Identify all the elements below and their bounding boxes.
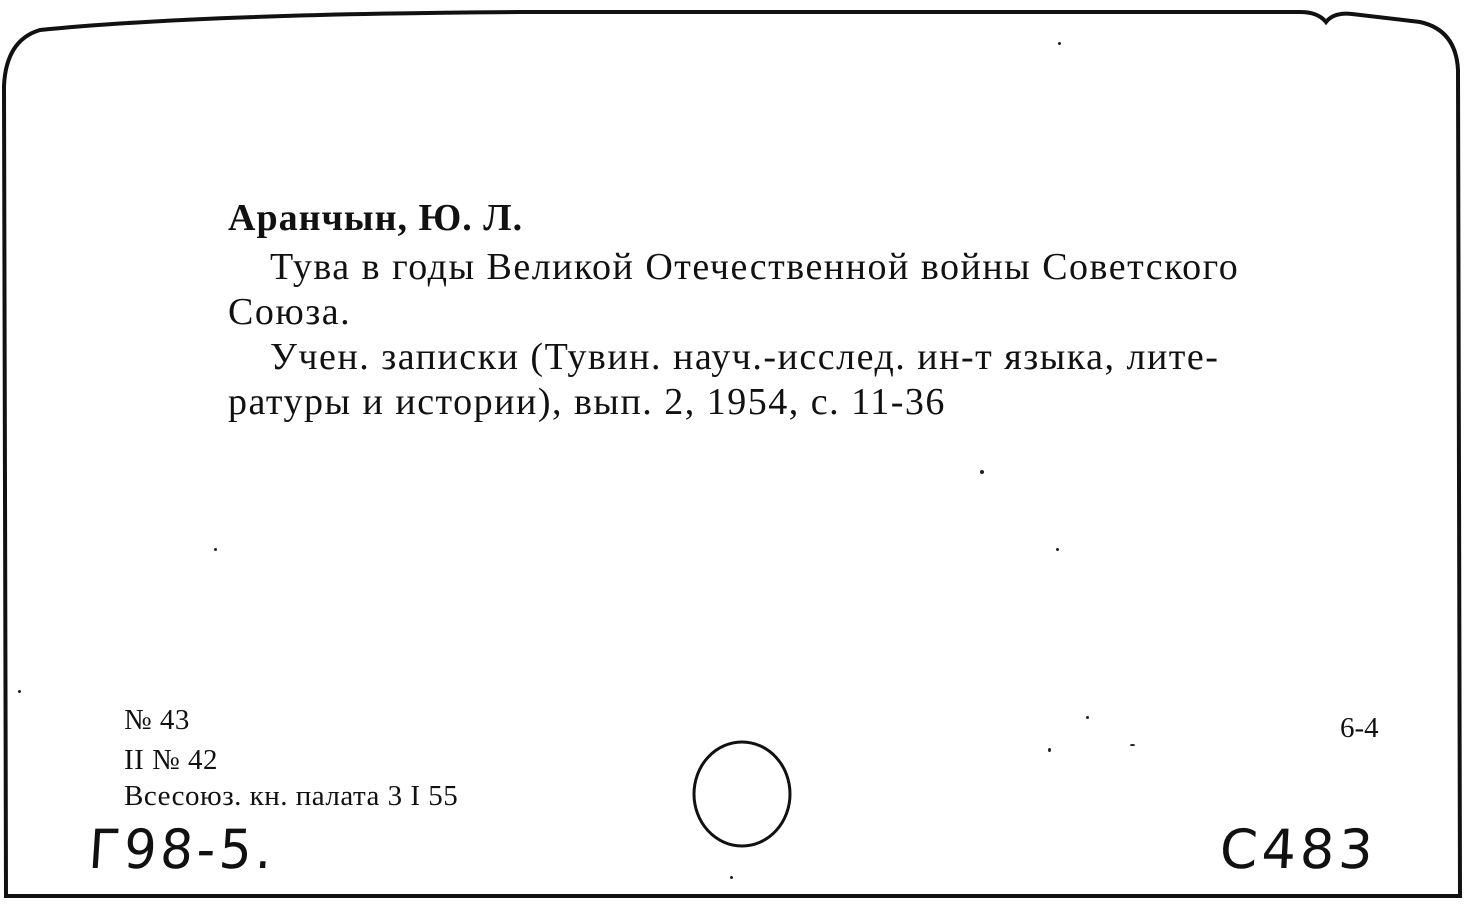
imprint-series-number: II № 42 [124, 744, 218, 776]
classification-code: 6-4 [1340, 712, 1379, 744]
source-line-2: ратуры и истории), вып. 2, 1954, с. 11-36 [228, 381, 946, 423]
source-line-1: Учен. записки (Тувин. науч.-исслед. ин-т языка, лите- [270, 336, 1220, 378]
title-line-2: Союза. [228, 291, 352, 333]
imprint-publisher: Всесоюз. кн. палата 3 I 55 [124, 780, 459, 812]
punch-hole [690, 738, 794, 850]
title-line-1: Тува в годы Великой Отечественной войны Советского [270, 246, 1240, 288]
author-heading: Аранчын, Ю. Л. [228, 197, 524, 239]
speck [980, 470, 984, 474]
speck [1058, 42, 1061, 45]
speck [730, 876, 733, 879]
handwritten-shelfmark-right: С483 [1218, 818, 1379, 881]
speck [214, 548, 217, 551]
speck [18, 690, 21, 693]
speck [1048, 748, 1051, 752]
imprint-number: № 43 [124, 704, 190, 736]
speck [1130, 744, 1135, 746]
speck [1056, 548, 1059, 551]
speck [1086, 716, 1089, 719]
handwritten-shelfmark-left: Г98-5. [86, 818, 278, 881]
